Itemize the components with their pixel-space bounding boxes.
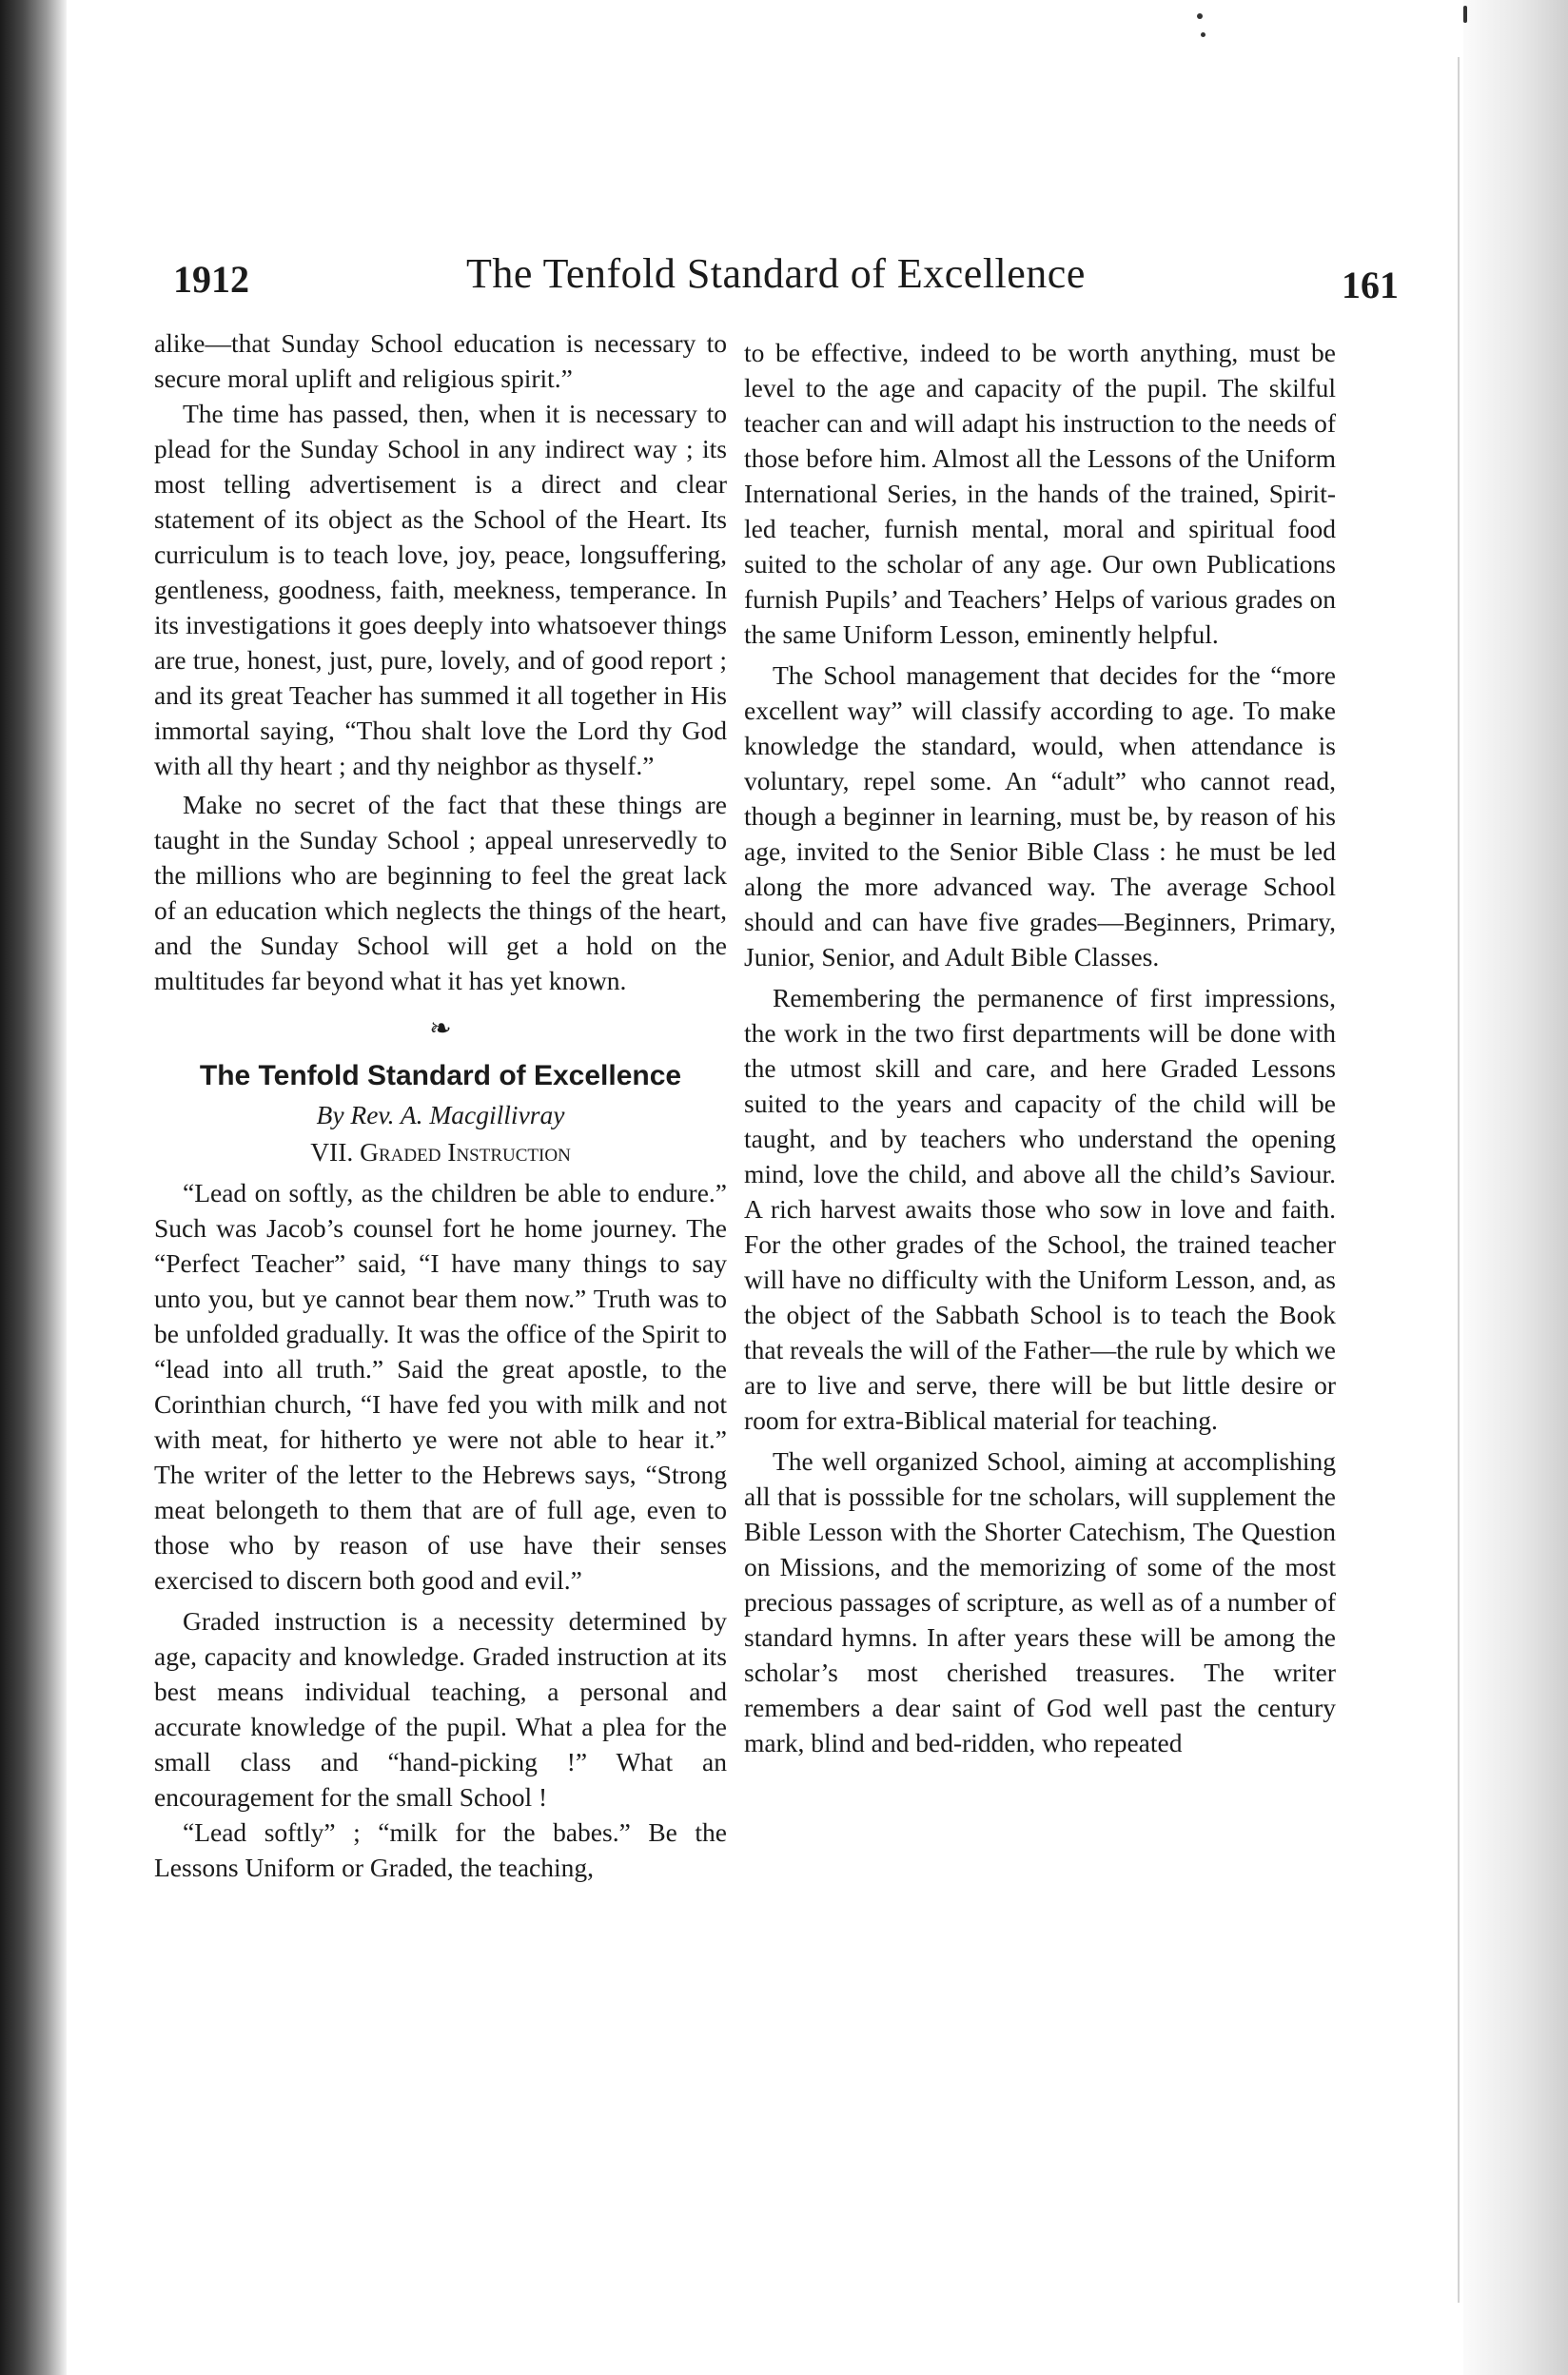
page-number: 161 [1342, 264, 1399, 306]
page-edge [1463, 0, 1568, 2375]
right-column [744, 335, 1336, 1760]
page-edge-line [1458, 57, 1460, 2303]
header-title: The Tenfold Standard of Excellence [466, 250, 1086, 297]
section-number: VII. [310, 1137, 354, 1167]
paragraph: alike—that Sunday School education is necessary to secure moral uplift and religious spirit.” [154, 328, 727, 393]
book-gutter-shadow [0, 0, 67, 2375]
paragraph: Make no secret of the fact that these things are taught in the Sunday School ; appeal unreservedly to the millions who are beginning to feel the great lack of an education which neglects the things of the heart, and the Sunday School will get a hold on the multitudes far beyond what it has yet known. [154, 790, 727, 995]
paragraph: Graded instruction is a necessity determined by age, capacity and knowledge. Graded instruction at its best means individual teaching, a personal and accurate knowledge of the pupil. What a plea for the small class and “hand-picking !” What an encouragement for the small School ! [154, 1606, 727, 1812]
article-title: The Tenfold Standard of Excellence [199, 1060, 682, 1091]
header-year: 1912 [173, 258, 249, 301]
paragraph: The time has passed, then, when it is necessary to plead for the Sunday School in any indirect way ; its most telling advertisement is a direct and clear statement of its object as the School of the Heart. Its curriculum is to teach love, joy, peace, longsuffering, gentleness, goodness, faith, meekness, temperance. In its investigations it goes deeply into whatsoever things are true, honest, just, pure, lovely, and of good report ; and its great Teacher has summed it all together in His immortal saying, “Thou shalt love the Lord thy God with all thy heart ; and thy neighbor as thyself.” [154, 399, 727, 780]
scan-speck [1197, 13, 1203, 19]
paragraph: Remembering the permanence of first impressions, the work in the two first departments will be done with the utmost skill and care, and here Graded Lessons suited to the years and capacity of the child will be taught, and by teachers who understand the opening mind, love the child, and above all the child’s Saviour. A rich harvest awaits those who sow in love and faith. For the other grades of the School, the trained teacher will have no difficulty with the Uniform Lesson, and, as the object of the Sabbath School is to teach the Book that reveals the will of the Father—the rule by which we are to live and serve, there will be but little desire or room for extra-Biblical material for teaching. [744, 983, 1336, 1435]
paragraph: The School management that decides for the “more excellent way” will classify according to age. To make knowledge the standard, would, when attendance is voluntary, repel some. An “adult” who cannot read, though a beginner in learning, must be, by reason of his age, invited to the Senior Bible Class : he must be led along the more advanced way. The average School should and can have five grades—Beginners, Primary, Junior, Senior, and Adult Bible Classes. [744, 660, 1336, 972]
ornament-icon: ❧ [429, 1014, 452, 1044]
running-header [143, 249, 1399, 306]
paragraph: to be effective, indeed to be worth anything, must be level to the age and capacity of the pupil. The skilful teacher can and will adapt his instruction to the needs of those before him. Almost all the Lessons of the Uniform International Series, in the hands of the trained, Spirit-led teacher, furnish mental, moral and spiritual food suited to the scholar of any age. Our own Publications furnish Pupils’ and Teachers’ Helps of various grades on the same Uniform Lesson, eminently helpful. [744, 338, 1336, 649]
scan-speck [1463, 6, 1467, 23]
section-title: Graded Instruction [360, 1137, 571, 1167]
byline: By Rev. A. Macgillivray [316, 1100, 565, 1129]
scan-speck [1201, 32, 1205, 37]
paragraph: The well organized School, aiming at accomplishing all that is posssible for tne scholars, will supplement the Bible Lesson with the Shorter Catechism, The Question on Missions, and the memorizing of some of the most precious passages of scripture, as well as of a number of standard hymns. In after years these will be among the scholar’s most cherished treasures. The writer remembers a dear saint of God well past the century mark, blind and bed-ridden, who repeated [744, 1446, 1336, 1757]
left-column [154, 325, 727, 1885]
paragraph: “Lead on softly, as the children be able to endure.” Such was Jacob’s counsel fort he home journey. The “Perfect Teacher” said, “I have many things to say unto you, but ye cannot bear them now.” Truth was to be unfolded gradually. It was the office of the Spirit to “lead into all truth.” Said the great apostle, to the Corinthian church, “I have fed you with milk and not with meat, for hitherto ye were not able to hear it.” The writer of the letter to the Hebrews says, “Strong meat belongeth to them that are of full age, even to those who by reason of use have their senses exercised to discern both good and evil.” [154, 1178, 727, 1595]
paragraph: “Lead softly” ; “milk for the babes.” Be the Lessons Uniform or Graded, the teaching, [154, 1817, 727, 1882]
section-heading [154, 1134, 727, 1169]
